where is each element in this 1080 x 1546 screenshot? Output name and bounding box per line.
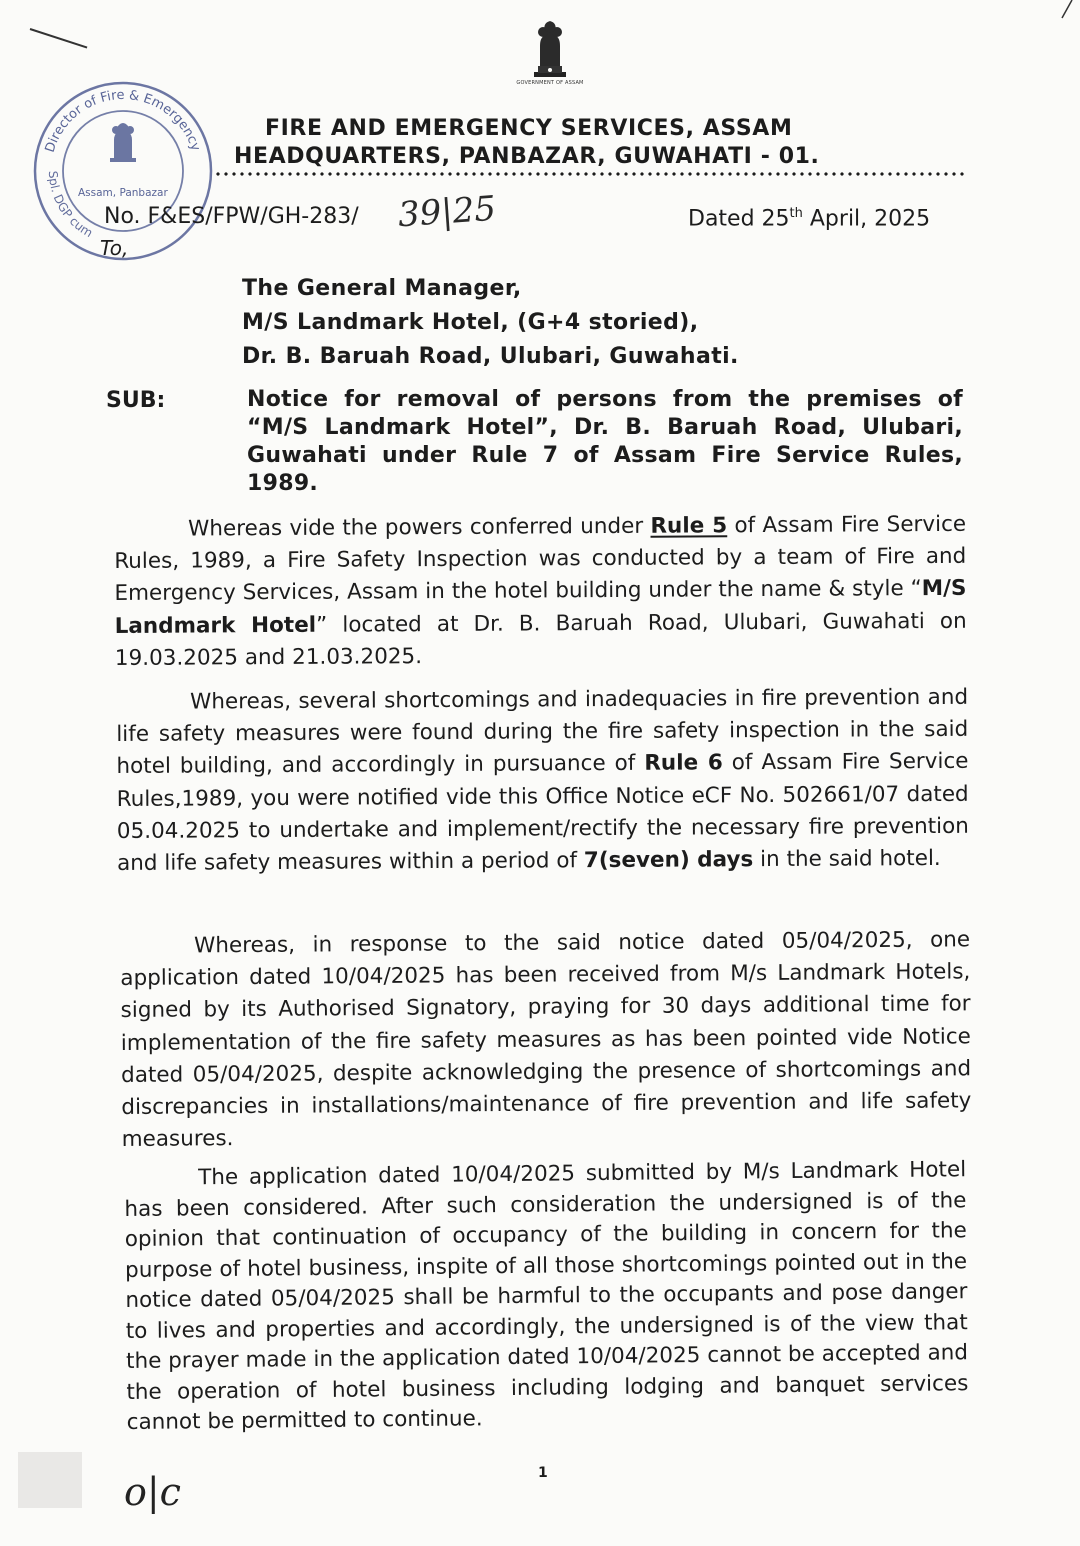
paragraph-2: Whereas, several shortcomings and inadequacies in fire prevention and life safety measures were found during the fire safety inspection in the said hotel building, and accordingly in pursuance of Rule 6 of Assam Fire Service Rules,1989, you were notified vide this Office Notice eCF No. 502661/07 dated 05.04.2025 to undertake and implement/rectify the necessary fire prevention and life safety measures within a period of 7(seven) days in the said hotel. — [116, 684, 969, 877]
emblem-caption: GOVERNMENT OF ASSAM — [516, 80, 584, 86]
reference-number: No. F&ES/FPW/GH-283/ — [104, 204, 359, 229]
seal-side-text: Spl. DGP cum — [45, 170, 96, 241]
dotted-divider — [214, 170, 966, 178]
handwritten-oc: o|c — [124, 1470, 181, 1514]
pen-mark — [30, 28, 88, 48]
subject-text: Notice for removal of persons from the premises of “M/S Landmark Hotel”, Dr. B. Baruah Road, Ulubari, Guwahati under Rule 7 of Assam Fire Service Rules, 1989. — [247, 387, 963, 496]
scan-shadow — [18, 1452, 82, 1508]
header-line-2: HEADQUARTERS, PANBAZAR, GUWAHATI - 01. — [234, 144, 820, 169]
address-line-2: M/S Landmark Hotel, (G+4 storied), — [242, 310, 699, 335]
pen-mark-corner — [1040, 0, 1080, 20]
state-emblem-icon — [520, 12, 580, 90]
handwritten-number: 39|25 — [396, 188, 498, 236]
svg-text:Spl. DGP cum — [46, 170, 95, 240]
subject-label: SUB: — [106, 388, 166, 413]
paragraph-3: Whereas, in response to the said notice dated 05/04/2025, one application dated 10/04/2025 has been received from M/s Landmark Hotels, signed by its Authorised Signatory, praying for 30 days additional time for implementation of the fire safety measures as has been pointed vide Notice dated 05/04/2025, despite acknowledging the presence of shortcomings and discrepancies in installations/maintenance of fire prevention and life safety measures. — [120, 927, 972, 1153]
address-line-3: Dr. B. Baruah Road, Ulubari, Guwahati. — [242, 344, 739, 369]
seal-ring-text: Director of Fire & Emergency — [42, 87, 203, 155]
seal-emblem-icon — [110, 123, 136, 162]
seal-inner-text: Assam, Panbazar — [78, 187, 168, 199]
page-number: 1 — [538, 1465, 548, 1481]
addressee-to: To, — [100, 236, 129, 260]
paragraph-1: Whereas vide the powers conferred under Rule 5 of Assam Fire Service Rules, 1989, a Fire Safety Inspection was conducted by a team of Fire and Emergency Services, Assam in the hotel building under the name & style “M/S Landmark Hotel” located at Dr. B. Baruah Road, Ulubari, Guwahati on 19.03.2025 and 21.03.2025. — [114, 511, 967, 671]
address-line-1: The General Manager, — [242, 276, 522, 301]
header-line-1: FIRE AND EMERGENCY SERVICES, ASSAM — [265, 116, 793, 141]
paragraph-4: The application dated 10/04/2025 submitted by M/s Landmark Hotel has been considered. After such consideration the undersigned is of the opinion that continuation of occupancy of the building in concern for the purpose of hotel business, inspite of all those shortcomings pointed out in the notice dated 05/04/2025 shall be harmful to the occupants and pose danger to lives and properties and accordingly, the undersigned is of the view that the prayer made in the application dated 10/04/2025 cannot be accepted and the operation of hotel business including lodging and banquet services cannot be permitted to continue. — [124, 1157, 969, 1435]
document-date: Dated 25th April, 2025 — [688, 206, 931, 232]
